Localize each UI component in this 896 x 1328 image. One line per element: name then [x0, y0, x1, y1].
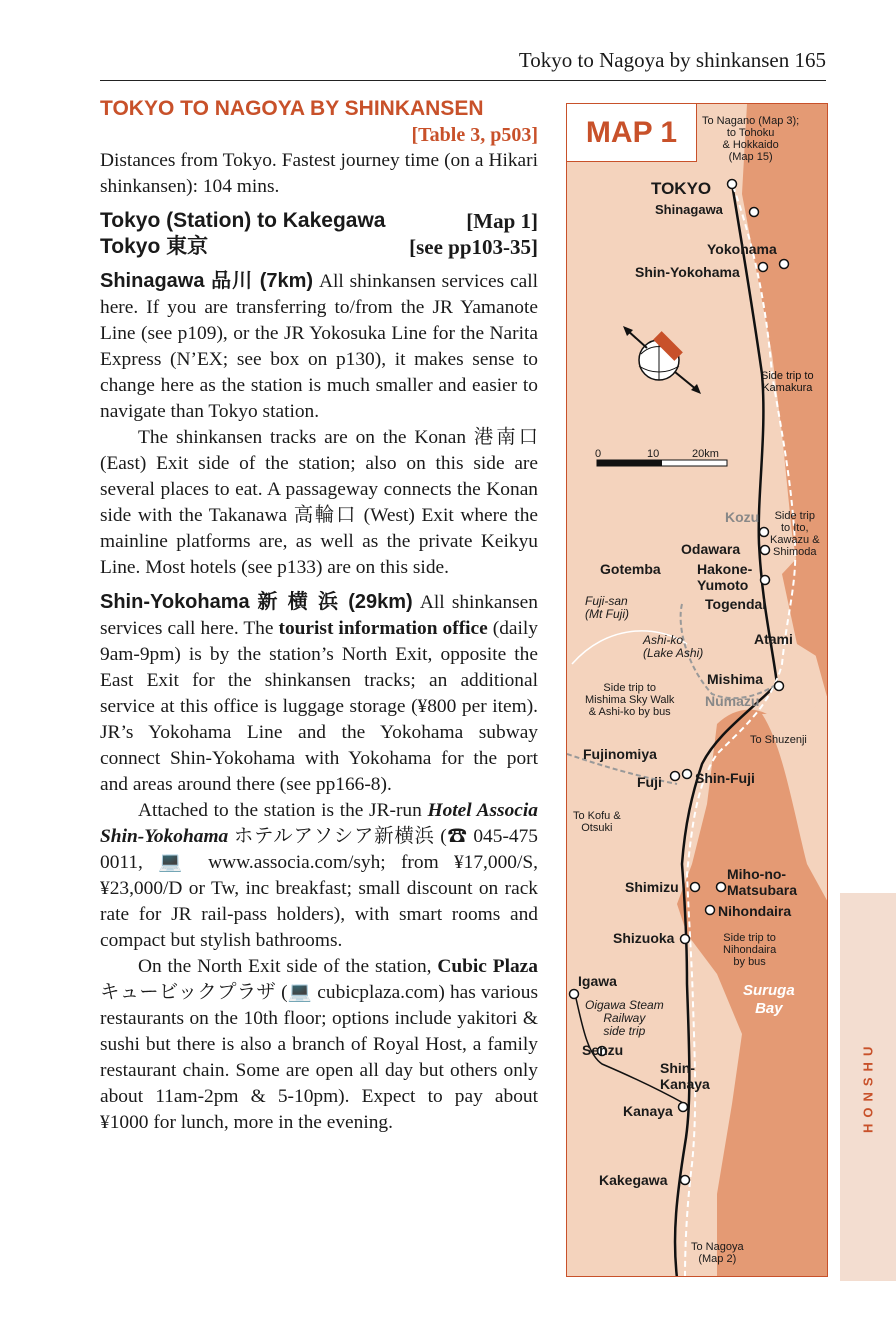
label-togendai: Togendai	[705, 596, 767, 612]
label-side-ito: Side trip to Ito, Kawazu & Shimoda	[770, 510, 820, 558]
label-kanaya: Kanaya	[623, 1103, 673, 1119]
label-gotemba: Gotemba	[600, 561, 661, 577]
section-side-tab	[840, 893, 896, 1281]
label-ashi-ko: Ashi-ko (Lake Ashi)	[643, 633, 704, 660]
side-tab-label: HONSHU	[860, 1040, 876, 1134]
label-igawa: Igawa	[578, 973, 617, 989]
label-hakone: Hakone- Yumoto	[697, 561, 753, 593]
text-column	[100, 96, 538, 1136]
scale-zero: 0	[595, 448, 602, 460]
label-mishima: Mishima	[707, 671, 764, 687]
subhead-tokyo-title: Tokyo 東京	[100, 235, 209, 258]
subhead-route-ref: [Map 1]	[466, 209, 538, 233]
label-shimizu: Shimizu	[625, 879, 679, 895]
subhead-tokyo	[100, 234, 538, 260]
shinagawa-heading: Shinagawa 品川 (7km)	[100, 270, 314, 292]
cubic-plaza-name: Cubic Plaza	[437, 956, 538, 977]
label-odawara: Odawara	[681, 541, 741, 557]
label-side-nihondaira: Side trip to Nihondaira by bus	[723, 932, 777, 968]
scale-mid: 10	[647, 448, 660, 460]
route-map	[566, 103, 828, 1277]
shinyokohama-text-a: All shinkansen services call here. The	[100, 592, 538, 639]
section-intro: Distances from Tokyo. Fastest journey time (on a Hikari shinkansen): 104 mins.	[100, 150, 538, 197]
label-shin-kanaya: Shin- Kanaya	[660, 1060, 710, 1092]
cubic-text-a: On the North Exit side of the station,	[138, 956, 438, 977]
label-nihondaira: Nihondaira	[718, 903, 792, 919]
label-fuji: Fuji	[637, 774, 662, 790]
subhead-route	[100, 208, 538, 234]
hotel-text-a: Attached to the station is the JR-run	[138, 800, 428, 821]
label-to-shuzenji: To Shuzenji	[750, 734, 807, 746]
map-title: MAP 1	[567, 104, 697, 162]
trailblazer-logo	[623, 326, 701, 394]
subhead-tokyo-ref: [see pp103-35]	[409, 235, 538, 259]
header-rule	[100, 80, 826, 81]
shinagawa-text-1: All shinkansen services call here. If you are transferring to/from the JR Yamanote Line (see p109), or the JR Yokosuka Line for the Narita Express (N’EX; see box on p130), it makes sense to change here as the station is much smaller and easier to navigate than Tokyo station.	[100, 271, 538, 422]
section-table-ref: [Table 3, p503]	[411, 124, 538, 146]
label-fujinomiya: Fujinomiya	[583, 746, 657, 762]
scale-bar	[597, 460, 727, 466]
label-senzu: Senzu	[582, 1042, 624, 1058]
shinagawa-paragraph	[100, 268, 538, 425]
label-shinagawa: Shinagawa	[655, 202, 723, 217]
label-shin-yokohama: Shin-Yokohama	[635, 264, 740, 280]
subhead-route-title: Tokyo (Station) to Kakegawa	[100, 209, 386, 232]
label-shin-fuji: Shin-Fuji	[695, 770, 755, 786]
label-to-kofu: To Kofu & Otsuki	[573, 810, 621, 834]
label-to-nagano: To Nagano (Map 3); to Tohoku & Hokkaido (Map 15)	[702, 115, 800, 163]
running-header: Tokyo to Nagoya by shinkansen 165	[518, 48, 826, 72]
label-fuji-san: Fuji-san (Mt Fuji)	[585, 594, 629, 621]
label-miho: Miho-no- Matsubara	[727, 866, 798, 898]
label-to-nagoya: To Nagoya (Map 2)	[691, 1241, 744, 1265]
label-kozu: Kozu	[725, 509, 760, 525]
label-side-kamakura: Side trip to Kamakura	[761, 370, 814, 394]
label-side-mishima: Side trip to Mishima Sky Walk & Ashi-ko by bus	[585, 682, 675, 718]
label-tokyo: TOKYO	[651, 179, 712, 198]
tourist-info-bold: tourist information office	[278, 618, 488, 639]
hotel-name: Hotel Associa Shin-Yokohama	[100, 800, 538, 847]
cubic-text-b: キュービックプラザ (💻 cubicplaza.com) has various restaurants on the 10th floor; options include yakitori & sushi but there is also a branch of Royal Host, a family restaurant chain. Some are open all day but others only about 11am-2pm & 5-10pm). Expect to pay about ¥1000 for lunch, more in the evening.	[100, 982, 538, 1133]
hotel-text-b: ホテルアソシア新横浜 (☎ 045-475 0011, 💻 www.associa.com/syh; from ¥17,000/S, ¥23,000/D or Tw, inc breakfast; small discount on rack rate for JR rail-pass holders), with smart rooms and compact but stylish bathrooms.	[100, 826, 538, 951]
label-kakegawa: Kakegawa	[599, 1172, 668, 1188]
label-yokohama: Yokohama	[707, 241, 777, 257]
shinagawa-paragraph-2: The shinkansen tracks are on the Konan 港南口 (East) Exit side of the station; also on this side are several places to eat. A passageway connects the Konan side with the Takanawa 高輪口 (West) Exit where the mainline platforms are, as well as the private Keikyu Line. Most hotels (see p133) are on this side.	[100, 427, 538, 578]
scale-end: 20km	[692, 448, 719, 460]
shinyokohama-heading: Shin-Yokohama 新 横 浜 (29km)	[100, 591, 413, 613]
section-title: TOKYO TO NAGOYA BY SHINKANSEN	[100, 97, 484, 120]
cubic-plaza-paragraph	[100, 954, 538, 1136]
label-suruga-bay: Suruga Bay	[743, 982, 795, 1017]
label-shizuoka: Shizuoka	[613, 930, 675, 946]
label-oigawa: Oigawa Steam Railway side trip	[585, 998, 664, 1038]
shinyokohama-text-b: (daily 9am-9pm) is by the station’s North Exit, opposite the East Exit for the shinkansen tracks; an additional service at this office is luggage storage (¥800 per item). JR’s Yokohama Line and the Yokohama subway connect Shin-Yokohama with Yokohama for the port and areas around there (see pp166-8).	[100, 618, 538, 795]
label-numazu: Numazu	[705, 693, 760, 709]
label-atami: Atami	[754, 631, 793, 647]
hotel-paragraph	[100, 798, 538, 954]
shinyokohama-paragraph	[100, 589, 538, 798]
